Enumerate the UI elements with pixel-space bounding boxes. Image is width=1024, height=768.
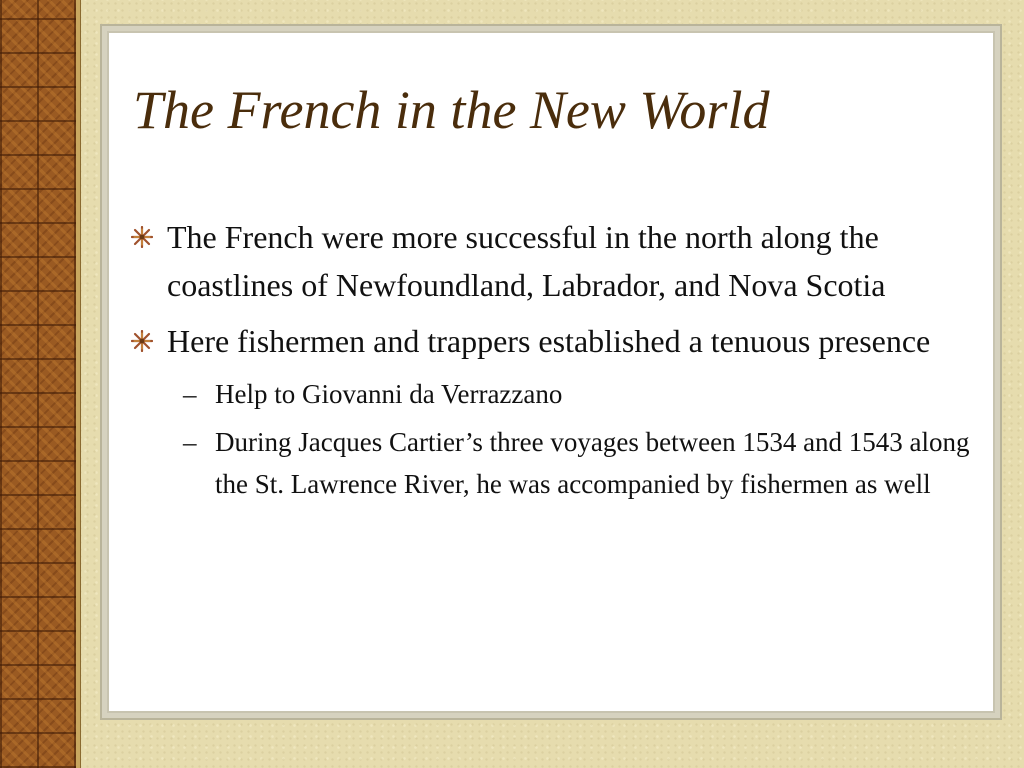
slide-panel [107,31,995,713]
bullet-text: Here fishermen and trappers established a tenuous presence [167,323,931,359]
dash-marker: – [183,379,197,409]
dash-marker: – [183,427,197,457]
bullet-item [131,317,981,365]
slide-content [131,213,981,511]
sub-bullet-text: During Jacques Cartier’s three voyages between 1534 and 1543 along the St. Lawrence River, he was accompanied by fishermen as well [215,427,970,499]
slide-title: The French in the New World [133,80,770,140]
slide-frame [100,24,1002,720]
starburst-bullet-icon [131,213,167,261]
bullet-item [131,213,981,309]
sub-bullet-text: Help to Giovanni da Verrazzano [215,379,563,409]
decorative-border-strip [0,0,78,768]
sub-bullet-item [183,373,981,415]
starburst-bullet-icon [131,317,167,365]
bullet-text: The French were more successful in the north along the coastlines of Newfoundland, Labrador, and Nova Scotia [167,219,886,303]
sub-bullet-item [183,421,981,505]
decorative-border-edge [76,0,81,768]
